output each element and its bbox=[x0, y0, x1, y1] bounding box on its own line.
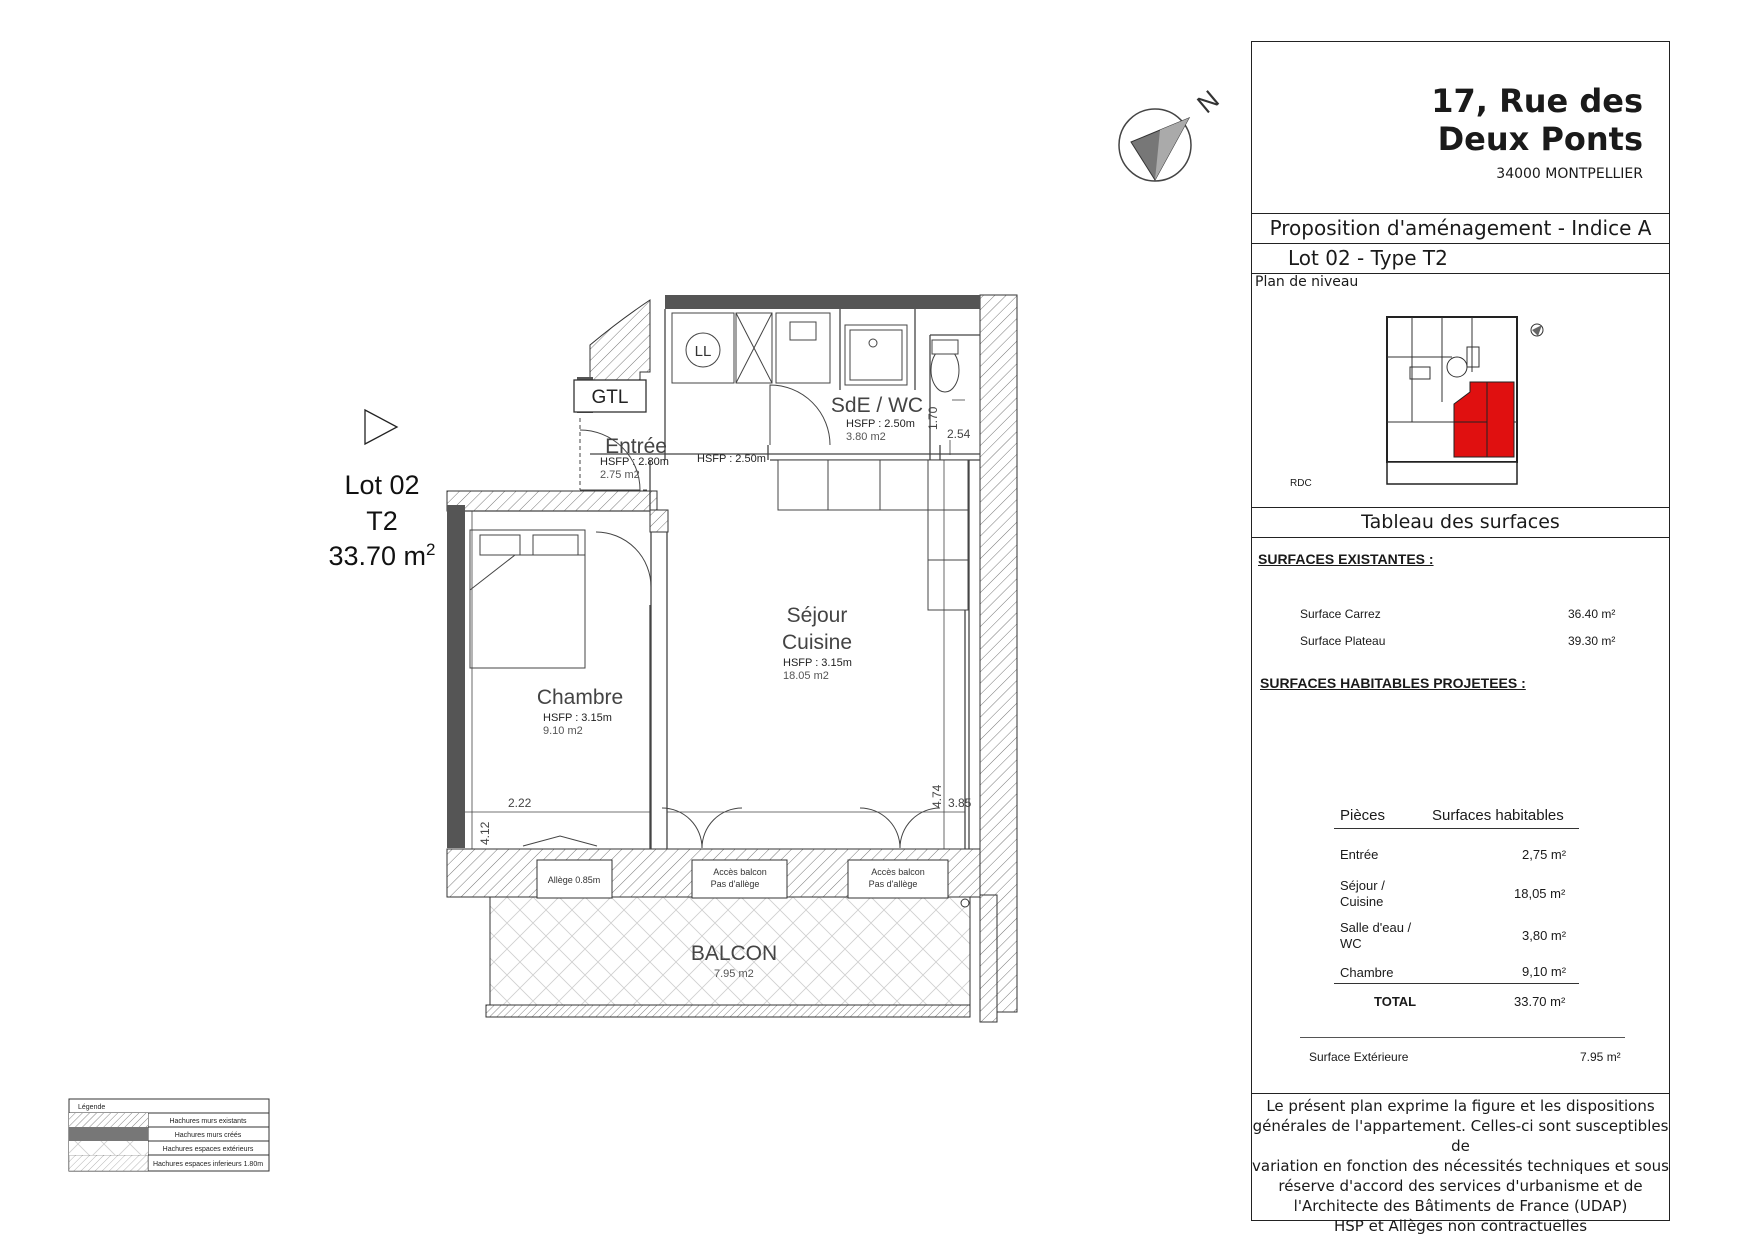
ll-label: LL bbox=[694, 343, 712, 360]
entree-name: Entrée bbox=[605, 435, 667, 458]
lot-tag-type: T2 bbox=[366, 506, 398, 536]
disclaimer-line: l'Architecte des Bâtiments de France (UDAP) bbox=[1293, 1197, 1628, 1215]
carrez-value: 36.40 m² bbox=[1568, 607, 1616, 621]
entree-area: 2.75 m2 bbox=[600, 469, 640, 481]
chambre-name: Chambre bbox=[536, 686, 624, 709]
plateau-label: Surface Plateau bbox=[1300, 634, 1386, 648]
dim-474: 4.74 bbox=[930, 784, 944, 808]
sejour-name-1: Séjour bbox=[786, 604, 848, 627]
gtl-label: GTL bbox=[591, 387, 629, 408]
proposal-title: Proposition d'aménagement - Indice A bbox=[1269, 216, 1652, 240]
bed bbox=[470, 530, 585, 668]
ext-value: 7.95 m² bbox=[1580, 1050, 1621, 1064]
row-entree-value: 2,75 m² bbox=[1522, 847, 1567, 862]
passage-hsfp: HSFP : 2.50m bbox=[697, 453, 766, 465]
ext-label: Surface Extérieure bbox=[1309, 1050, 1409, 1064]
balcon-name: BALCON bbox=[690, 942, 778, 965]
existantes-title: SURFACES EXISTANTES : bbox=[1258, 551, 1434, 567]
lot-tag-lot: Lot 02 bbox=[344, 470, 420, 500]
sde-area: 3.80 m2 bbox=[846, 431, 886, 443]
divider bbox=[1252, 213, 1669, 214]
row-sejour-label-2: Cuisine bbox=[1340, 894, 1384, 909]
acces1-line1: Accès balcon bbox=[713, 867, 767, 877]
sejour-hsfp: HSFP : 3.15m bbox=[783, 657, 852, 669]
floor-label: RDC bbox=[1290, 478, 1312, 489]
lot-tag-area: 33.70 $m^2$ bbox=[328, 540, 436, 571]
ext-rule bbox=[1300, 1037, 1625, 1038]
row-chambre-value: 9,10 m² bbox=[1522, 964, 1567, 979]
total-value: 33.70 m² bbox=[1514, 994, 1566, 1009]
divider bbox=[1252, 243, 1669, 244]
row-entree-label: Entrée bbox=[1340, 847, 1379, 862]
dim-170: 1.70 bbox=[926, 406, 940, 430]
total-label: TOTAL bbox=[1374, 994, 1417, 1009]
legend-item-2: Hachures espaces extérieurs bbox=[162, 1146, 254, 1153]
address-block bbox=[1431, 82, 1643, 158]
row-sde-label-2: WC bbox=[1340, 936, 1362, 951]
dim-412: 4.12 bbox=[478, 821, 492, 845]
dim-385: 3.85 bbox=[948, 796, 972, 810]
disclaimer-line: Le présent plan exprime la figure et les dispositions bbox=[1266, 1097, 1655, 1115]
address-city: 34000 MONTPELLIER bbox=[1496, 166, 1643, 182]
row-sde-value: 3,80 m² bbox=[1522, 928, 1567, 943]
carrez-label: Surface Carrez bbox=[1300, 607, 1381, 621]
row-sde-label-1: Salle d'eau / bbox=[1340, 920, 1412, 935]
disclaimer bbox=[1252, 1096, 1669, 1236]
address-line-1: 17, Rue des bbox=[1431, 82, 1643, 120]
surfaces-title: Tableau des surfaces bbox=[1361, 511, 1560, 533]
acces2-line1: Accès balcon bbox=[871, 867, 925, 877]
projetees-title: SURFACES HABITABLES PROJETEES : bbox=[1260, 675, 1526, 691]
legend-title: Légende bbox=[78, 1104, 106, 1111]
legend-item-0: Hachures murs existants bbox=[169, 1118, 247, 1125]
title-block bbox=[1251, 41, 1670, 1235]
allege-label: Allège 0.85m bbox=[547, 875, 601, 885]
plan-label: Plan de niveau bbox=[1255, 274, 1359, 290]
sde-hsfp: HSFP : 2.50m bbox=[846, 418, 915, 430]
disclaimer-line: variation en fonction des nécessités techniques et sous bbox=[1252, 1157, 1669, 1175]
row-sejour-value: 18,05 m² bbox=[1514, 886, 1566, 901]
chambre-area: 9.10 m2 bbox=[543, 725, 583, 737]
chambre-hsfp: HSFP : 3.15m bbox=[543, 712, 612, 724]
divider bbox=[1252, 537, 1669, 538]
disclaimer-line: réserve d'accord des services d'urbanisme et de bbox=[1278, 1177, 1643, 1195]
row-chambre-label: Chambre bbox=[1340, 965, 1394, 980]
divider bbox=[1252, 1093, 1669, 1094]
dim-222: 2.22 bbox=[508, 796, 532, 810]
disclaimer-line: générales de l'appartement. Celles-ci sont susceptibles de bbox=[1252, 1117, 1669, 1155]
legend-item-3: Hachures espaces inferieurs 1.80m bbox=[152, 1161, 264, 1168]
col-pieces: Pièces bbox=[1340, 807, 1386, 824]
sde-name: SdE / WC bbox=[830, 394, 924, 417]
table-rule bbox=[1334, 828, 1579, 829]
row-sejour-label-1: Séjour / bbox=[1340, 878, 1385, 893]
dim-254: 2.54 bbox=[947, 427, 971, 441]
disclaimer-line: HSP et Allèges non contractuelles bbox=[1333, 1217, 1588, 1235]
balcon-area: 7.95 m2 bbox=[714, 968, 754, 980]
acces2-line2: Pas d'allège bbox=[868, 879, 918, 889]
compass-north-label: N bbox=[1191, 84, 1225, 120]
lot-marker-icon bbox=[365, 410, 397, 444]
bathroom-fixtures bbox=[672, 313, 959, 392]
legend bbox=[69, 1099, 269, 1171]
divider bbox=[1252, 507, 1669, 508]
acces1-line2: Pas d'allège bbox=[710, 879, 760, 889]
key-plan bbox=[1382, 312, 1582, 517]
compass-icon bbox=[1119, 84, 1225, 181]
plateau-value: 39.30 m² bbox=[1568, 634, 1616, 648]
kitchen-counter bbox=[778, 460, 968, 610]
sejour-name-2: Cuisine bbox=[781, 631, 853, 654]
entree-hsfp: HSFP : 2.80m bbox=[600, 456, 669, 468]
address-line-2: Deux Ponts bbox=[1437, 120, 1643, 158]
total-rule bbox=[1334, 983, 1579, 984]
col-surfaces: Surfaces habitables bbox=[1432, 807, 1564, 824]
sejour-area: 18.05 m2 bbox=[783, 670, 829, 682]
legend-item-1: Hachures murs créés bbox=[174, 1132, 242, 1139]
lot-type-title: Lot 02 - Type T2 bbox=[1288, 246, 1448, 270]
